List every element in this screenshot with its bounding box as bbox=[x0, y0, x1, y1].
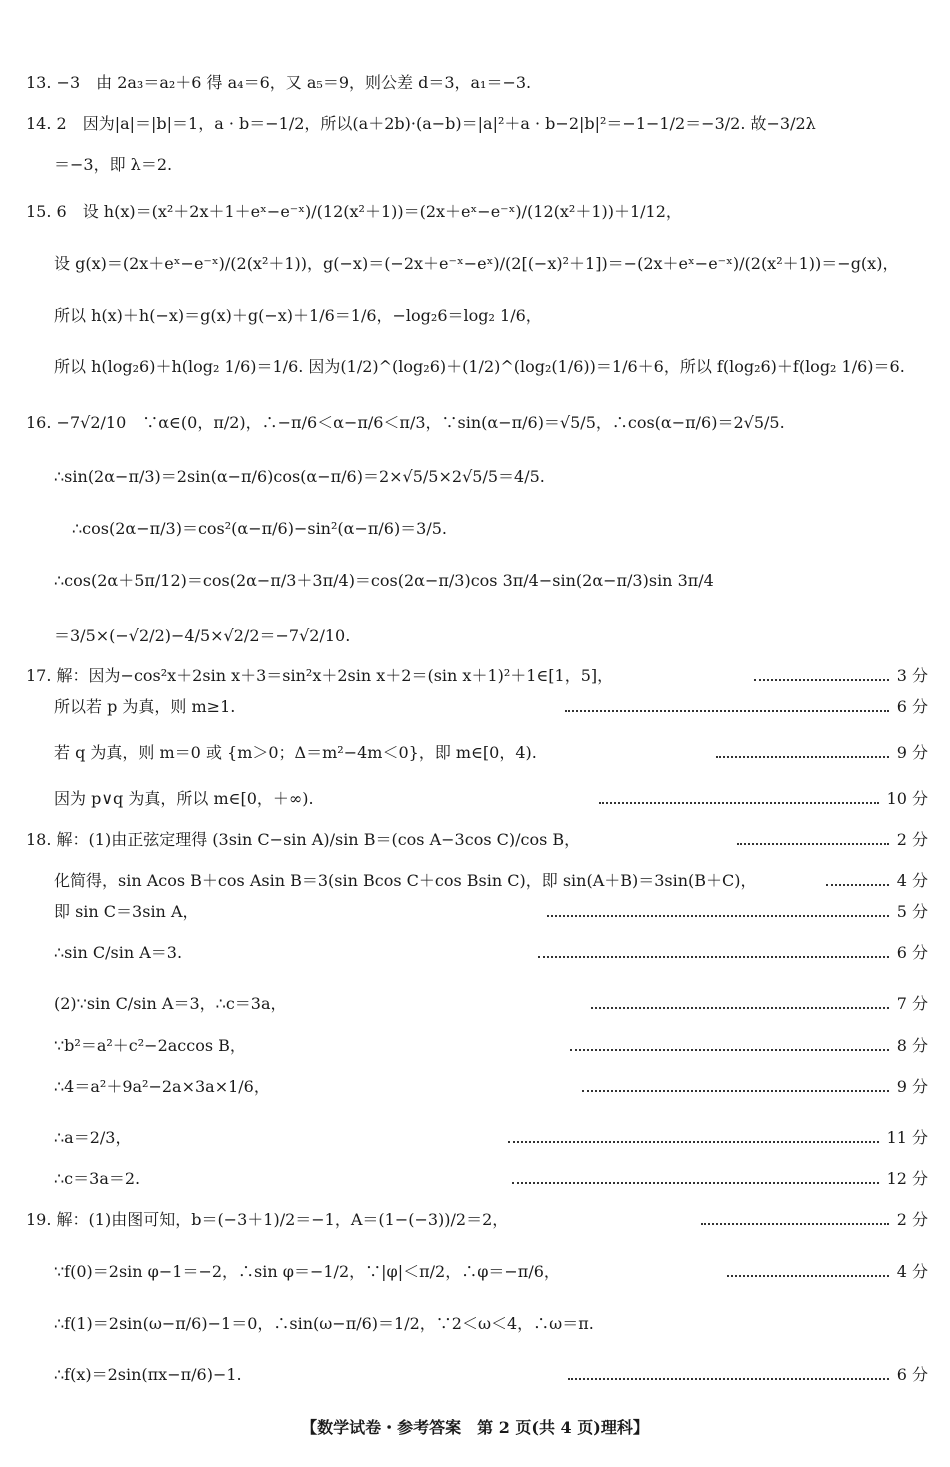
solution-text: ∴4＝a²＋9a²−2a×3a×1/6， bbox=[54, 1077, 270, 1096]
solution-text: 14. 2 因为|a|＝|b|＝1，a · b＝−1/2，所以(a＋2b)·(a−b)＝|a|²＋a · b−2|b|²＝−1−1/2＝−3/2. 故−3/2λ bbox=[26, 114, 816, 133]
score-mark: 8 分 bbox=[896, 1036, 928, 1055]
score-mark: 5 分 bbox=[896, 902, 928, 921]
solution-text: 18. 解：(1)由正弦定理得 (3sin C−sin A)/sin B＝(cos A−3cos C)/cos B， bbox=[26, 830, 581, 849]
page-footer: 【数学试卷・参考答案 第 2 页(共 4 页)理科】 bbox=[301, 1418, 649, 1437]
dotted-leader bbox=[570, 1049, 888, 1051]
solution-text: ∴a＝2/3， bbox=[54, 1128, 132, 1147]
solution-text: ＝3/5×(−√2/2)−4/5×√2/2＝−7√2/10. bbox=[54, 626, 351, 645]
score-mark: 3 分 bbox=[896, 666, 928, 685]
solution-text: ∵f(0)＝2sin φ−1＝−2，∴sin φ＝−1/2，∵|φ|＜π/2，∴φ＝−π/6， bbox=[54, 1262, 560, 1281]
solution-text: 化简得，sin Acos B＋cos Asin B＝3(sin Bcos C＋cos Bsin C)，即 sin(A＋B)＝3sin(B＋C)， bbox=[54, 871, 757, 890]
dotted-leader bbox=[508, 1141, 879, 1143]
dotted-leader bbox=[538, 956, 888, 958]
score-mark: 4 分 bbox=[896, 1262, 928, 1281]
dotted-leader bbox=[591, 1007, 889, 1009]
score-mark: 6 分 bbox=[896, 943, 928, 962]
solution-text: ∴sin(2α−π/3)＝2sin(α−π/6)cos(α−π/6)＝2×√5/5×2√5/5＝4/5. bbox=[54, 467, 545, 486]
dotted-leader bbox=[568, 1378, 888, 1380]
score-mark: 4 分 bbox=[896, 871, 928, 890]
dotted-leader bbox=[599, 802, 878, 804]
dotted-leader bbox=[727, 1275, 888, 1277]
solution-text: ∵b²＝a²＋c²−2accos B， bbox=[54, 1036, 246, 1055]
solution-text: 13. −3 由 2a₃＝a₂＋6 得 a₄＝6，又 a₅＝9，则公差 d＝3，a₁＝−3. bbox=[26, 73, 532, 92]
solution-text: ∴f(1)＝2sin(ω−π/6)−1＝0，∴sin(ω−π/6)＝1/2，∵2＜ω＜4，∴ω＝π. bbox=[54, 1314, 594, 1333]
dotted-leader bbox=[512, 1182, 878, 1184]
solution-text: 因为 p∨q 为真，所以 m∈[0，＋∞). bbox=[54, 789, 314, 808]
score-mark: 2 分 bbox=[896, 1210, 928, 1229]
solution-text: 16. −7√2/10 ∵α∈(0，π/2)，∴−π/6＜α−π/6＜π/3，∵sin(α−π/6)＝√5/5，∴cos(α−π/6)＝2√5/5. bbox=[26, 413, 785, 432]
dotted-leader bbox=[754, 679, 889, 681]
score-mark: 9 分 bbox=[896, 743, 928, 762]
dotted-leader bbox=[701, 1223, 888, 1225]
solution-text: 所以 h(x)＋h(−x)＝g(x)＋g(−x)＋1/6＝1/6，−log₂6＝log₂ 1/6， bbox=[54, 306, 542, 325]
solution-text: 15. 6 设 h(x)＝(x²＋2x＋1＋eˣ−e⁻ˣ)/(12(x²＋1))＝(2x＋eˣ−e⁻ˣ)/(12(x²＋1))＋1/12， bbox=[26, 202, 682, 221]
solution-text: ＝−3，即 λ＝2. bbox=[54, 155, 173, 174]
dotted-leader bbox=[565, 710, 889, 712]
score-mark: 6 分 bbox=[896, 697, 928, 716]
solution-text: 设 g(x)＝(2x＋eˣ−e⁻ˣ)/(2(x²＋1))，g(−x)＝(−2x＋e⁻ˣ−eˣ)/(2[(−x)²＋1])＝−(2x＋eˣ−e⁻ˣ)/(2(x²＋1))＝−g(x)， bbox=[54, 254, 899, 273]
score-mark: 11 分 bbox=[886, 1128, 929, 1147]
dotted-leader bbox=[582, 1090, 888, 1092]
dotted-leader bbox=[716, 756, 889, 758]
dotted-leader bbox=[826, 884, 889, 886]
dotted-leader bbox=[737, 843, 888, 845]
score-mark: 10 分 bbox=[886, 789, 929, 808]
solution-text: 所以若 p 为真，则 m≥1. bbox=[54, 697, 236, 716]
solution-text: 所以 h(log₂6)＋h(log₂ 1/6)＝1/6. 因为(1/2)^(log₂6)＋(1/2)^(log₂(1/6))＝1/6＋6，所以 f(log₂6)＋f(log₂ 1/6)＝6. bbox=[54, 357, 905, 376]
solution-text: 即 sin C＝3sin A， bbox=[54, 902, 199, 921]
score-mark: 6 分 bbox=[896, 1365, 928, 1384]
score-mark: 7 分 bbox=[896, 994, 928, 1013]
solution-text: ∴sin C/sin A＝3. bbox=[54, 943, 183, 962]
solution-text: (2)∵sin C/sin A＝3，∴c＝3a， bbox=[54, 994, 287, 1013]
solution-text: 19. 解：(1)由图可知，b＝(−3＋1)/2＝−1，A＝(1−(−3))/2＝2， bbox=[26, 1210, 509, 1229]
solution-text: ∴cos(2α＋5π/12)＝cos(2α−π/3＋3π/4)＝cos(2α−π/3)cos 3π/4−sin(2α−π/3)sin 3π/4 bbox=[54, 571, 714, 590]
solution-text: 17. 解：因为−cos²x＋2sin x＋3＝sin²x＋2sin x＋2＝(sin x＋1)²＋1∈[1，5]， bbox=[26, 666, 614, 685]
solution-text: ∴cos(2α−π/3)＝cos²(α−π/6)−sin²(α−π/6)＝3/5. bbox=[72, 519, 448, 538]
solution-text: ∴c＝3a＝2. bbox=[54, 1169, 141, 1188]
solution-text: ∴f(x)＝2sin(πx−π/6)−1. bbox=[54, 1365, 242, 1384]
score-mark: 2 分 bbox=[896, 830, 928, 849]
dotted-leader bbox=[547, 915, 889, 917]
solution-text: 若 q 为真，则 m＝0 或 {m＞0；Δ＝m²−4m＜0}，即 m∈[0，4). bbox=[54, 743, 537, 762]
score-mark: 12 分 bbox=[886, 1169, 929, 1188]
score-mark: 9 分 bbox=[896, 1077, 928, 1096]
